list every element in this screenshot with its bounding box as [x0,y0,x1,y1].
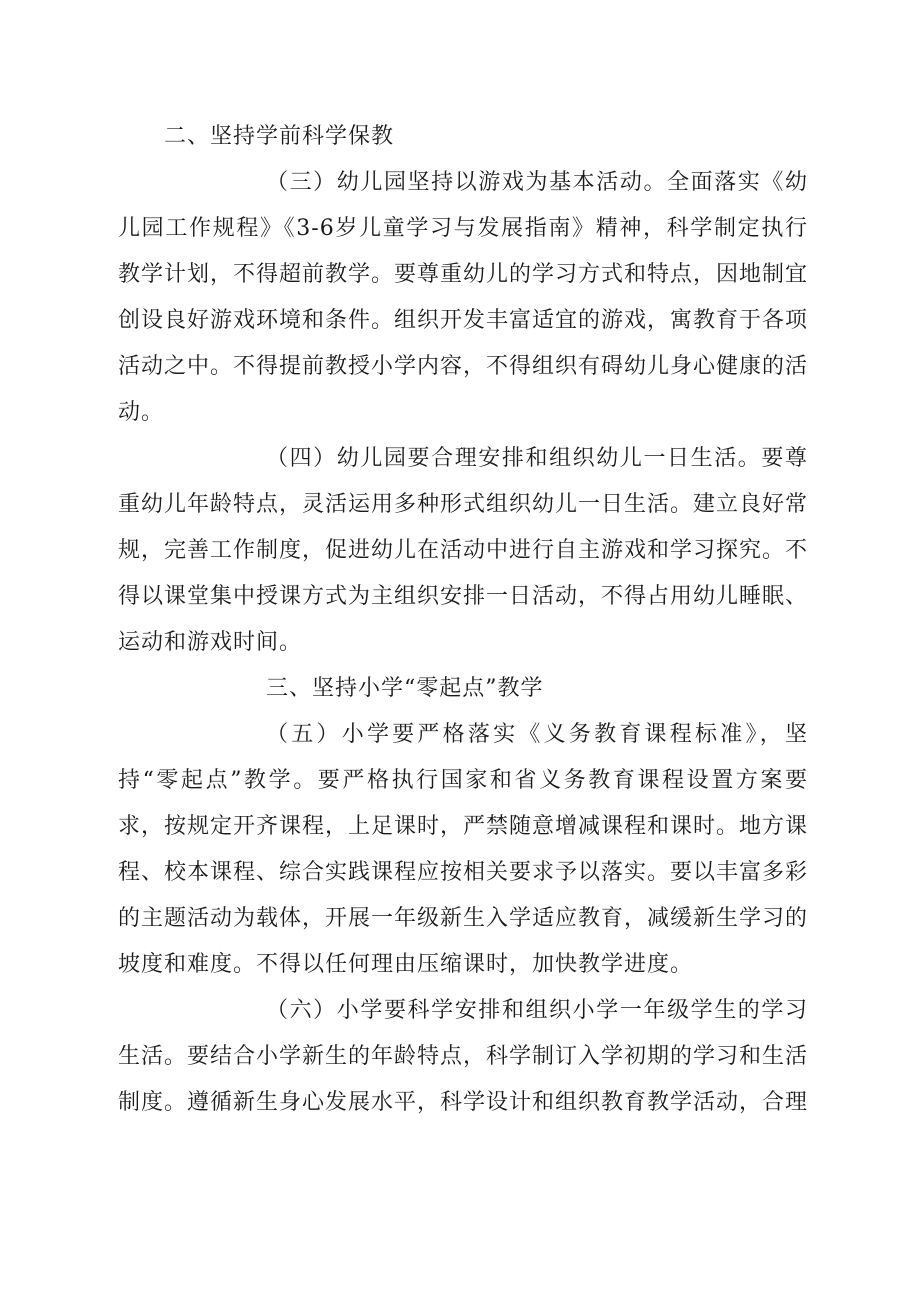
section-heading-3: 三、坚持小学“零起点”教学 [266,676,544,701]
paragraph-6: （六）小学要科学安排和组织小学一年级学生的学习生活。要结合小学新生的年龄特点，科学制订入学初期的学习和生活制度。遵循新生身心发展水平，科学设计和组织教育教学活动，合理 [118,998,809,1115]
document-body [118,114,808,1126]
paragraph-4: （四）幼儿园要合理安排和组织幼儿一日生活。要尊重幼儿年龄特点，灵活运用多种形式组织幼儿一日生活。建立良好常规，完善工作制度，促进幼儿在活动中进行自主游戏和学习探究。不得以课堂集中授课方式为主组织安排一日活动，不得占用幼儿睡眠、运动和游戏时间。 [118,446,809,655]
paragraph-3: （三）幼儿园坚持以游戏为基本活动。全面落实《幼儿园工作规程》《3-6岁儿童学习与发展指南》精神，科学制定执行教学计划，不得超前教学。要尊重幼儿的学习方式和特点，因地制宜创设良好游戏环境和条件。组织开发丰富适宜的游戏，寓教育于各项活动之中。不得提前教授小学内容，不得组织有碍幼儿身心健康的活动。 [118,170,809,425]
paragraph-5: （五）小学要严格落实《义务教育课程标准》，坚持“零起点”教学。要严格执行国家和省义务教育课程设置方案要求，按规定开齐课程，上足课时，严禁随意增减课程和课时。地方课程、校本课程、综合实践课程应按相关要求予以落实。要以丰富多彩的主题活动为载体，开展一年级新生入学适应教育，减缓新生学习的坡度和难度。不得以任何理由压缩课时，加快教学进度。 [118,722,809,977]
section-heading-2: 二、坚持学前科学保教 [164,124,395,149]
